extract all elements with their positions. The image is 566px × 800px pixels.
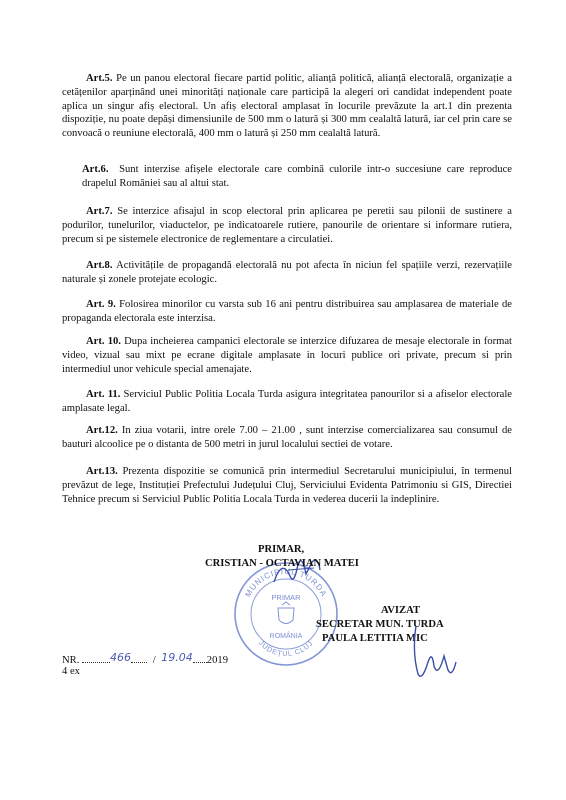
article-5 bbox=[62, 72, 512, 141]
article-text: Prezenta dispozitie se comunică prin intermediul Secretarului municipiului, în termenul prevăzut de lege, Instituției Prefectului Județului Cluj, Serviciului Evidenta Patrimoniu si GIS, Directiei Tehnice precum si Serviciul Public Politia Locala Turda in vederea ducerii la indeplinire. bbox=[62, 466, 512, 505]
avizat-title: AVIZAT bbox=[381, 605, 421, 616]
article-text: Dupa incheierea campanici electorale se interzice difuzarea de mesaje electorale in format video, vizual sau mixt pe ecrane digitale amplasate in locuri publice ori private, precum si prin intermediul unor vehicule special amenajate. bbox=[62, 336, 512, 375]
article-6 bbox=[82, 163, 512, 191]
article-13 bbox=[62, 465, 512, 506]
secretary-signature bbox=[398, 622, 462, 684]
article-label: Art. 10. bbox=[86, 336, 121, 347]
article-text: Sunt interzise afișele electorale care combină culorile intr-o succesiune care reproduce drapelul României sau al altui stat. bbox=[82, 164, 513, 189]
primar-title: PRIMAR, bbox=[258, 544, 305, 555]
stamp-outer-text: MUNICIPIUL TURDA bbox=[243, 566, 329, 599]
article-text: Se interzice afisajul in scop electoral prin aplicarea pe peretii sau pilonii de sustinere a podurilor, tunelurilor, viaductelor, pe indicatoarele rutiere, panourile de orientare si informare rutiera, precum si pe sistemele electronice de reglementare a circulatiei. bbox=[62, 206, 512, 245]
copies: 4 ex bbox=[62, 666, 80, 677]
secretar-name: PAULA LETITIA MIC bbox=[322, 633, 428, 644]
article-9 bbox=[62, 298, 512, 326]
article-11 bbox=[62, 388, 512, 416]
article-label: Art. 9. bbox=[86, 299, 116, 310]
article-label: Art.13. bbox=[86, 466, 118, 477]
article-text: Serviciul Public Politia Locala Turda asigura integritatea panourilor si a afiselor electorale amplasate legal. bbox=[62, 389, 512, 414]
stamp-inner-top: PRIMAR bbox=[271, 593, 301, 602]
nr-label: NR. bbox=[62, 655, 80, 666]
article-text: Folosirea minorilor cu varsta sub 16 ani pentru distribuirea sau amplasarea de materiale de propaganda electorala este interzisa. bbox=[62, 299, 512, 324]
article-text: Pe un panou electoral fiecare partid politic, alianță politică, alianță electorală, organizație a cetățenilor aparținând unei minorități naționale care participă la alegeri ori candidat independent poate aplica un singur afiș electoral. Un afiș electoral amplasat în locurile prevăzute la art.1 din prezenta dispoziție, nu poate depăși dimensiunile de 500 mm o latură și 300 mm cealaltă latură, iar cel prin care se convoacă o reuniune electorală, 400 mm o latură și 250 mm cealaltă latură. bbox=[62, 73, 512, 140]
year: 2019 bbox=[206, 655, 228, 666]
stamp-inner-bottom: ROMÂNIA bbox=[269, 633, 303, 640]
article-label: Art. 11. bbox=[86, 389, 121, 400]
coat-of-arms-icon bbox=[278, 608, 294, 624]
article-7 bbox=[62, 205, 512, 246]
secretar-title: SECRETAR MUN. TURDA bbox=[316, 619, 444, 630]
article-text: Activitățile de propagandă electorală nu pot afecta în niciun fel spațiile verzi, rezervațiile naturale și zonele protejate ecologic. bbox=[62, 260, 512, 285]
nr-value: 466 bbox=[110, 651, 132, 664]
article-8 bbox=[62, 259, 512, 287]
article-label: Art.5. bbox=[86, 73, 113, 84]
primar-name: CRISTIAN - OCTAVIAN MATEI bbox=[205, 558, 359, 569]
article-label: Art.7. bbox=[86, 206, 113, 217]
date-value: 19.04 bbox=[161, 651, 193, 664]
article-10 bbox=[62, 335, 512, 376]
article-label: Art.6. bbox=[82, 164, 109, 175]
article-label: Art.12. bbox=[86, 425, 118, 436]
article-label: Art.8. bbox=[86, 260, 113, 271]
article-12 bbox=[62, 424, 512, 452]
registration-line: NR. 466 / 19.04 2019 bbox=[62, 651, 228, 666]
article-text: In ziua votarii, intre orele 7.00 – 21.00 , sunt interzise comercializarea sau consumul de bauturi alcoolice pe o distanta de 500 metri in jurul localului sectiei de votare. bbox=[62, 425, 512, 450]
stamp-bottom-text: JUDEȚUL CLUJ bbox=[256, 639, 316, 659]
